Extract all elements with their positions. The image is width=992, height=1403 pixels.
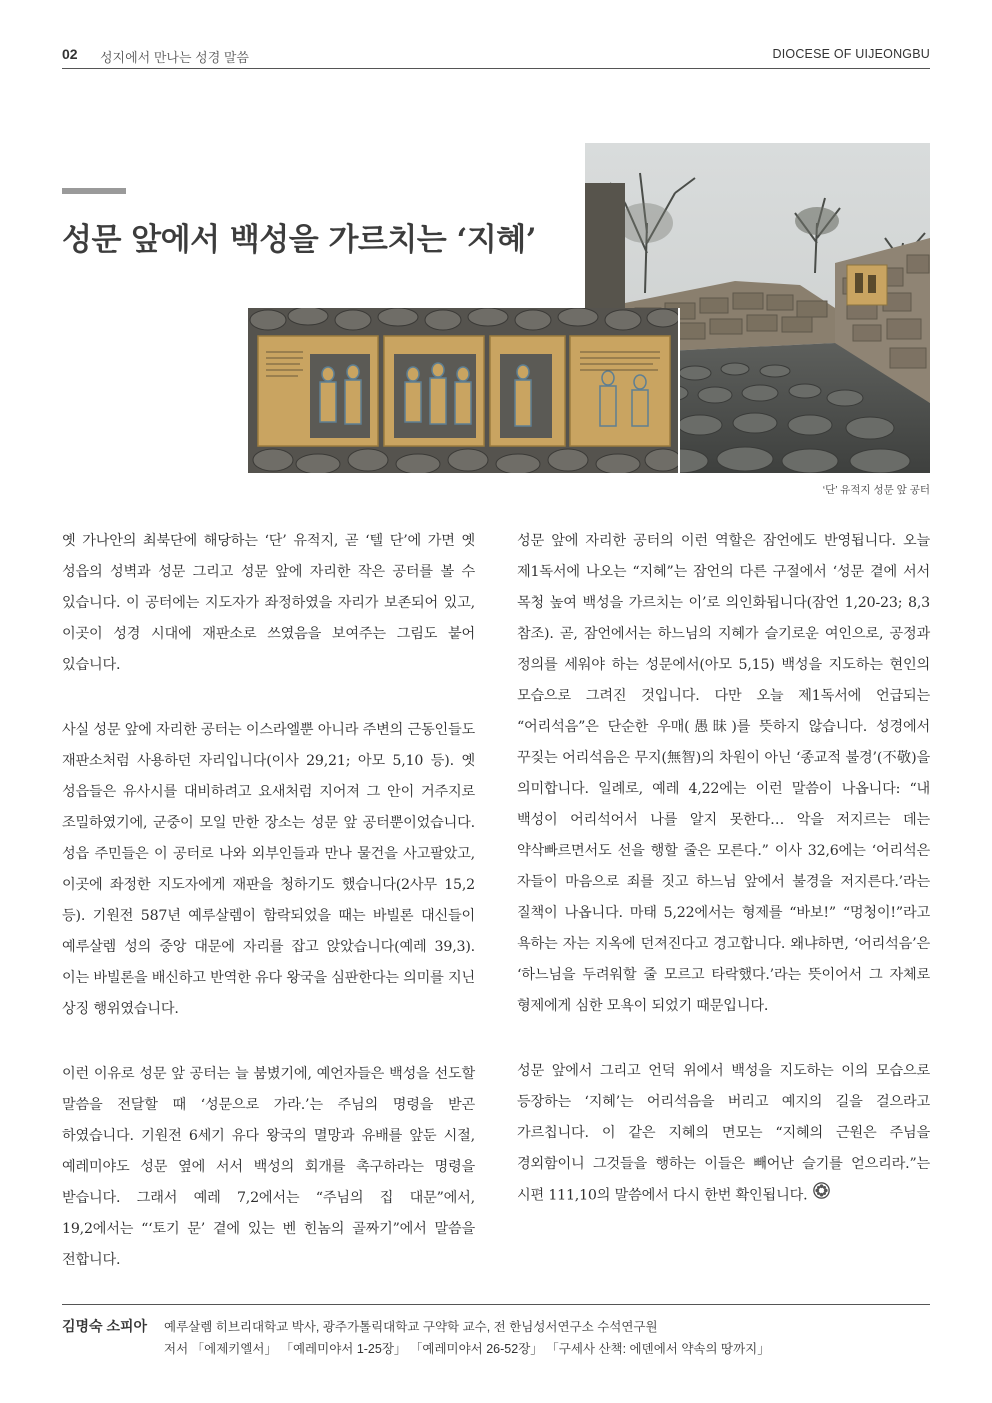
author-footer	[62, 1304, 930, 1356]
article-title: 성문 앞에서 백성을 가르치는 ‘지혜’	[62, 222, 536, 258]
section-title: 성지에서 만나는 성경 말씀	[100, 50, 249, 65]
author-works: 저서 「에제키엘서」 「예레미야서 1-25장」 「예레미야서 26-52장」 「구세사 산책: 에덴에서 약속의 땅까지」	[164, 1342, 770, 1356]
paragraph-text: 성문 앞에서 그리고 언덕 위에서 백성을 지도하는 이의 모습으로 등장하는 ‘지혜’는 어리석음을 버리고 예지의 길을 걸으라고 가르칩니다. 이 같은 지혜의 면모는 “지혜의 근원은 주님을 경외함이니 그것들을 행하는 이들은 빼어난 슬기를 얻으리라.”는 시편 111,10의 말씀에서 다시 한번 확인됩니다.	[517, 1063, 930, 1204]
page-header	[62, 44, 930, 69]
paragraph-last	[517, 1056, 930, 1212]
author-bio: 예루살렘 히브리대학교 박사, 광주가톨릭대학교 구약학 교수, 전 한님성서연구소 수석연구원	[164, 1320, 658, 1334]
publisher-name: DIOCESE OF UIJEONGBU	[772, 47, 930, 61]
photo-caption: ‘단’ 유적지 성문 앞 공터	[822, 484, 930, 496]
right-column	[517, 526, 930, 1246]
judgement-panels-photo	[248, 308, 680, 473]
title-accent-bar	[62, 188, 126, 194]
flower-ornament-icon	[813, 1180, 830, 1211]
paragraph: 사실 성문 앞에 자리한 공터는 이스라엘뿐 아니라 주변의 근동인들도 재판소처럼 사용하던 자리입니다(이사 29,21; 아모 5,10 등). 옛 성읍들은 유사시를 대비하려고 요새처럼 지어져 그 안이 거주지로 조밀하였기에, 군중이 모일 만한 장소는 성문 앞 공터뿐이었습니다. 성읍 주민들은 이 공터로 나와 외부인들과 만나 물건을 사고팔았고, 이곳에 좌정한 지도자에게 재판을 청하기도 했습니다(2사무 15,2 등). 기원전 587년 예루살렘이 함락되었을 때는 바빌론 대신들이 예루살렘 성의 중앙 대문에 자리를 잡고 앉았습니다(예레 39,3). 이는 바빌론을 배신하고 반역한 유다 왕국을 심판한다는 의미를 지닌 상징 행위였습니다.	[62, 722, 475, 1017]
paragraph: 이런 이유로 성문 앞 공터는 늘 붐볐기에, 예언자들은 백성을 선도할 말씀을 전달할 때 ‘성문으로 가라.’는 주님의 명령을 받곤 하였습니다. 기원전 6세기 유다 왕국의 멸망과 유배를 앞둔 시절, 예레미야도 성문 옆에 서서 백성의 회개를 촉구하라는 명령을 받습니다. 그래서 예레 7,2에서는 “주님의 집 대문”에서, 19,2에서는 “‘토기 문’ 곁에 있는 벤 힌놈의 골짜기”에서 말씀을 전합니다.	[62, 1066, 475, 1268]
paragraph: 옛 가나안의 최북단에 해당하는 ‘단’ 유적지, 곧 ‘텔 단’에 가면 옛 성읍의 성벽과 성문 그리고 성문 앞에 자리한 작은 공터를 볼 수 있습니다. 이 공터에는 지도자가 좌정하였을 자리가 보존되어 있고, 이곳이 성경 시대에 재판소로 쓰였음을 보여주는 그림도 붙어 있습니다.	[62, 533, 475, 673]
panels-illustration	[248, 308, 678, 473]
left-column	[62, 526, 475, 1310]
page-number: 02	[62, 46, 78, 62]
paragraph: 성문 앞에 자리한 공터의 이런 역할은 잠언에도 반영됩니다. 오늘 제1독서에 나오는 “지혜”는 잠언의 다른 구절에서 ‘성문 곁에 서서 목청 높여 백성을 가르치는 이’로 의인화됩니다(잠언 1,20-23; 8,3 참조). 곧, 잠언에서는 하느님의 지혜가 슬기로운 여인으로, 공정과 정의를 세워야 하는 성문에서(아모 5,15) 백성을 지도하는 현인의 모습으로 그려진 것입니다. 다만 오늘 제1독서에 언급되는 “어리석음”은 단순한 우매(愚昧)를 뜻하지 않습니다. 성경에서 꾸짖는 어리석음은 무지(無智)의 차원이 아닌 ‘종교적 불경’(不敬)을 의미합니다. 일례로, 예레 4,22에는 이런 말씀이 나옵니다: “내 백성이 어리석어서 나를 알지 못한다… 악을 저지르는 데는 약삭빠르면서도 선을 행할 줄은 모른다.” 이사 32,6에는 ‘어리석은 자들이 마음으로 죄를 짓고 하느님 앞에서 불경을 저지른다.’라는 질책이 나옵니다. 마태 5,22에서는 형제를 “바보!” “멍청이!”라고 욕하는 자는 지옥에 던져진다고 경고합니다. 왜냐하면, ‘어리석음’은 ‘하느님을 두려워할 줄 모르고 타락했다.’라는 뜻이어서 그 자체로 형제에게 심한 모욕이 되었기 때문입니다.	[517, 533, 930, 1014]
author-name: 김명숙 소피아	[62, 1318, 148, 1334]
